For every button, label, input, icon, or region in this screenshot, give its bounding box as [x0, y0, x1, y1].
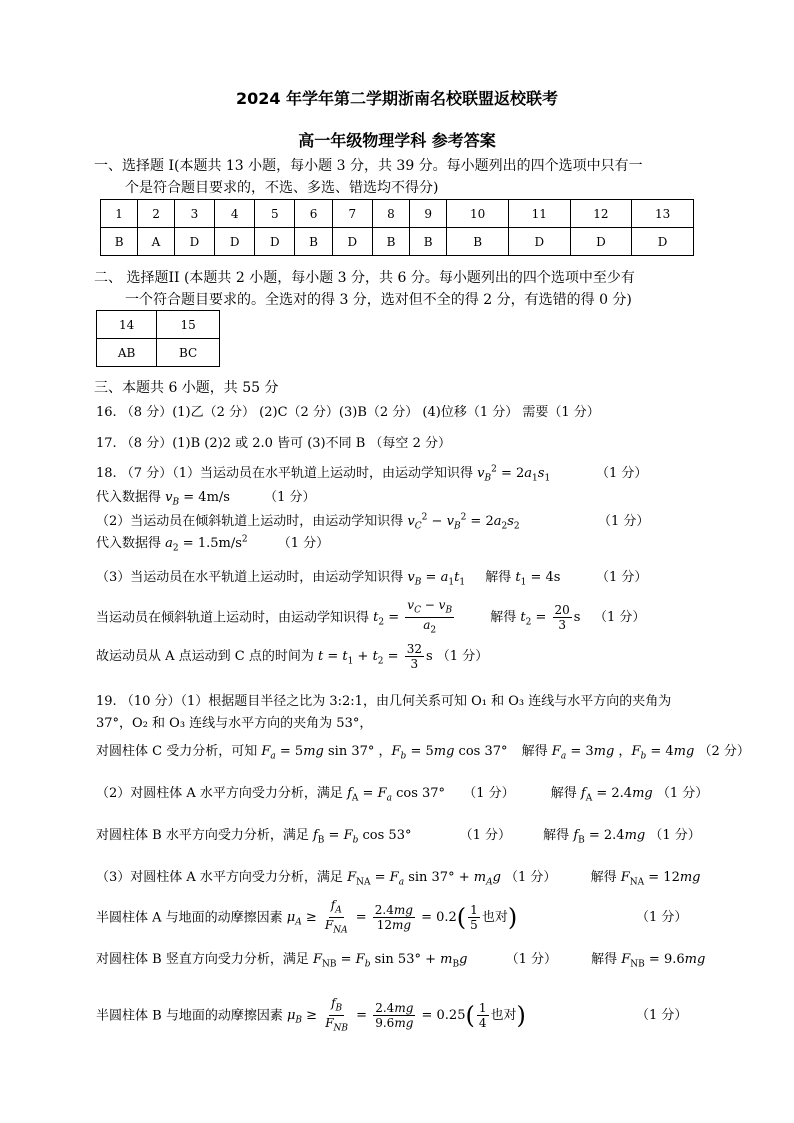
q19-eq5: $f_B = F_b$ cos 53° [312, 828, 412, 846]
q18-line2 [96, 486, 316, 508]
question-number-cell: 10 [447, 200, 509, 228]
q19-line4-score2: （1 分） [656, 786, 709, 801]
question-number-cell: 6 [295, 200, 332, 228]
q18-line5-solve: 解得 [485, 570, 512, 585]
section2-answer-table [96, 310, 220, 367]
q19-line9-text: 半圆柱体 B 与地面的动摩擦因素 [96, 1008, 283, 1024]
q19-line3 [96, 740, 750, 762]
q18-line2-text: 代入数据得 [96, 490, 162, 505]
answer-cell: D [332, 228, 372, 256]
q19-line3-score: （2 分） [698, 744, 750, 759]
question-number-cell: 12 [570, 200, 632, 228]
q19-line5-text: 对圆柱体 B 水平方向受力分析，满足 [96, 828, 309, 843]
section1-number-row [101, 200, 694, 228]
q19-line8-text: 对圆柱体 B 竖直方向受力分析，满足 [96, 952, 309, 967]
q19-line9-also: 也对 [490, 1008, 517, 1024]
q18-line3 [96, 510, 520, 532]
q18-line3-text: （2）当运动员在倾斜轨道上运动时，由运动学知识得 [96, 514, 404, 529]
question-number-cell: 3 [174, 200, 214, 228]
section2-answer-row [97, 339, 220, 367]
answer-cell: D [570, 228, 632, 256]
answer-cell: B [410, 228, 447, 256]
q18-eq1: $v_B^2 = 2a_1s_1$ [477, 464, 551, 484]
q19-line2: 37°，O₂ 和 O₃ 连线与水平方向的夹角为 53°， [96, 716, 373, 731]
answer-cell: D [508, 228, 570, 256]
answer-cell: AB [97, 339, 157, 367]
answer-cell: D [215, 228, 255, 256]
q19-line7-score: （1 分） [636, 910, 688, 925]
q18-eq3: $v_C^2 - v_B^2 = 2a_2s_2$ [407, 512, 520, 532]
q18-line7-text: 故运动员从 A 点运动到 C 点的时间为 [96, 649, 314, 664]
question-number-cell: 2 [138, 200, 175, 228]
q19-line4 [96, 782, 708, 804]
q16-answer: 16. （8 分）(1)乙（2 分） (2)C（2 分）(3)B（2 分） (4)位移（1 分） 需要（1 分） [96, 405, 600, 420]
question-number-cell: 7 [332, 200, 372, 228]
q18-line2-score: （1 分） [264, 490, 316, 505]
q18-line6 [96, 598, 580, 638]
answer-cell: B [447, 228, 509, 256]
q19-eq4-result: $f_A = 2.4mg$ [580, 786, 653, 804]
q19-line9 [96, 996, 526, 1036]
q19-eq9: $\mu_B$ ≥ $\frac{f_B}{F_{NB}}$ = $\frac{2.4mg}{9.6mg}$ = 0.25( $\frac{1}{4}$ 也对) [286, 996, 526, 1034]
q19-line5 [96, 824, 701, 846]
q19-line3-solve: 解得 [521, 744, 548, 759]
q18-eq6: $t_2$ = $\frac{v_C - v_B}{a_2}$ [373, 598, 453, 636]
q19-line7-text: 半圆柱体 A 与地面的动摩擦因素 [96, 910, 283, 926]
question-number-cell: 14 [97, 311, 157, 339]
q18-line4 [96, 532, 329, 554]
q19-line1: 19. （10 分）（1）根据题目半径之比为 3:2:1，由几何关系可知 O₁ 和 O₃ 连线与水平方向的夹角为 [96, 694, 672, 709]
q19-line6-solve: 解得 [590, 870, 617, 885]
q19-line4-score1: （1 分） [463, 786, 515, 801]
q19-eq5-result: $f_B = 2.4mg$ [573, 828, 646, 846]
q18-eq2: $v_B = 4m/s$ [165, 490, 230, 508]
q19-eq4: $f_A = F_a$ cos 37° [347, 786, 446, 804]
question-number-cell: 11 [508, 200, 570, 228]
q18-line4-text: 代入数据得 [96, 536, 162, 551]
q19-eq8-result: $F_{NB} = 9.6mg$ [621, 952, 706, 970]
q19-line5-score1: （1 分） [459, 828, 512, 843]
section2-intro-line2: 一个符合题目要求的。全选对的得 3 分，选对但不全的得 2 分，有选错的得 0 分) [125, 292, 632, 308]
section2-number-row [97, 311, 220, 339]
q19-line4-solve: 解得 [550, 786, 577, 801]
q19-eq6: $F_{NA} = F_a$ $\sin 37^\circ + m_Ag$ [347, 870, 501, 888]
section3-intro: 三、本题共 6 小题，共 55 分 [94, 380, 279, 396]
answer-cell: D [632, 228, 694, 256]
q19-line5-solve: 解得 [543, 828, 570, 843]
q19-line7-also: 也对 [481, 910, 508, 926]
answer-cell: A [138, 228, 175, 256]
q19-line5-score2: （1 分） [649, 828, 701, 843]
section1-intro-line1: 一、选择题 I(本题共 13 小题，每小题 3 分，共 39 分。每小题列出的四个选项中只有一 [94, 158, 643, 174]
q19-eq8: $F_{NB} = F_b$ $\sin 53^\circ + m_Bg$ [312, 952, 468, 970]
question-number-cell: 4 [215, 200, 255, 228]
section2-intro-line1: 二、 选择题II (本题共 2 小题，每小题 3 分，共 6 分。每小题列出的四个选项中至少有 [94, 270, 635, 286]
q18-eq5-result: $t_1 = 4s$ [515, 570, 561, 588]
q19-line7 [96, 898, 517, 938]
question-number-cell: 15 [157, 311, 220, 339]
q18-line5-score: （1 分） [596, 570, 648, 585]
answer-cell: D [255, 228, 295, 256]
q18-line5 [96, 566, 560, 588]
q19-line6-text: （3）对圆柱体 A 水平方向受力分析，满足 [96, 870, 343, 885]
section1-answer-row [101, 228, 694, 256]
q18-eq7: $t = t_1 + t_2$ = $\frac{32}{3}$ s [318, 642, 433, 671]
q17-answer: 17. （8 分）(1)B (2)2 或 2.0 皆可 (3)不同 B （每空 2 分） [96, 436, 451, 451]
q18-line4-score: （1 分） [277, 536, 330, 551]
q18-line3-score: （1 分） [598, 514, 650, 529]
question-number-cell: 8 [372, 200, 409, 228]
q19-eq3-result: $F_a = 3mg$ ，$F_b = 4mg$ [551, 744, 695, 762]
q18-line1 [96, 462, 550, 484]
answer-cell: B [295, 228, 332, 256]
section1-intro-line2: 个是符合题目要求的，不选、多选、错选均不得分) [125, 180, 439, 196]
q19-line8 [96, 948, 705, 970]
q19-eq3: $F_a = 5mg$ sin 37° ，$F_b = 5mg$ cos 37° [261, 744, 508, 762]
q19-line6 [96, 866, 701, 888]
q19-line9-score: （1 分） [636, 1008, 688, 1023]
question-number-cell: 1 [101, 200, 138, 228]
q18-line6-score: （1 分） [594, 610, 646, 625]
q18-line7 [96, 642, 488, 671]
q18-line1-score: （1 分） [596, 466, 648, 481]
q19-eq7: $\mu_A$ ≥ $\frac{f_A}{F_{NA}}$ = $\frac{2.4mg}{12mg}$ = 0.2( $\frac{1}{5}$ 也对) [286, 898, 518, 936]
page-title: 2024 年学年第二学期浙南名校联盟返校联考 [235, 89, 559, 108]
answer-cell: B [372, 228, 409, 256]
page-subtitle: 高一年级物理学科 参考答案 [298, 131, 496, 150]
q18-line5-text: （3）当运动员在水平轨道上运动时，由运动学知识得 [96, 570, 404, 585]
question-number-cell: 9 [410, 200, 447, 228]
q19-line6-score: （1 分） [505, 870, 557, 885]
q19-line8-solve: 解得 [591, 952, 618, 967]
question-number-cell: 13 [632, 200, 694, 228]
q18-line1-text: 18. （7 分）（1）当运动员在水平轨道上运动时，由运动学知识得 [96, 466, 473, 481]
q19-line8-score: （1 分） [505, 952, 557, 967]
q18-eq4: $a_2 = 1.5m/s^2$ [165, 534, 248, 554]
answer-cell: B [101, 228, 138, 256]
q19-eq6-result: $F_{NA} = 12mg$ [620, 870, 701, 888]
answer-cell: D [174, 228, 214, 256]
q19-line3-text: 对圆柱体 C 受力分析，可知 [96, 744, 258, 759]
answer-cell: BC [157, 339, 220, 367]
q18-eq6-result: $t_2$ = $\frac{20}{3}$ s [520, 603, 581, 633]
section1-answer-table [100, 199, 694, 256]
q18-eq5: $v_B = a_1t_1$ [407, 570, 466, 588]
q18-line6-text: 当运动员在倾斜轨道上运动时，由运动学知识得 [96, 610, 370, 626]
q19-line4-text: （2）对圆柱体 A 水平方向受力分析，满足 [96, 786, 343, 801]
question-number-cell: 5 [255, 200, 295, 228]
q18-line6-solve: 解得 [490, 610, 517, 626]
q18-line7-score: （1 分） [436, 649, 489, 664]
